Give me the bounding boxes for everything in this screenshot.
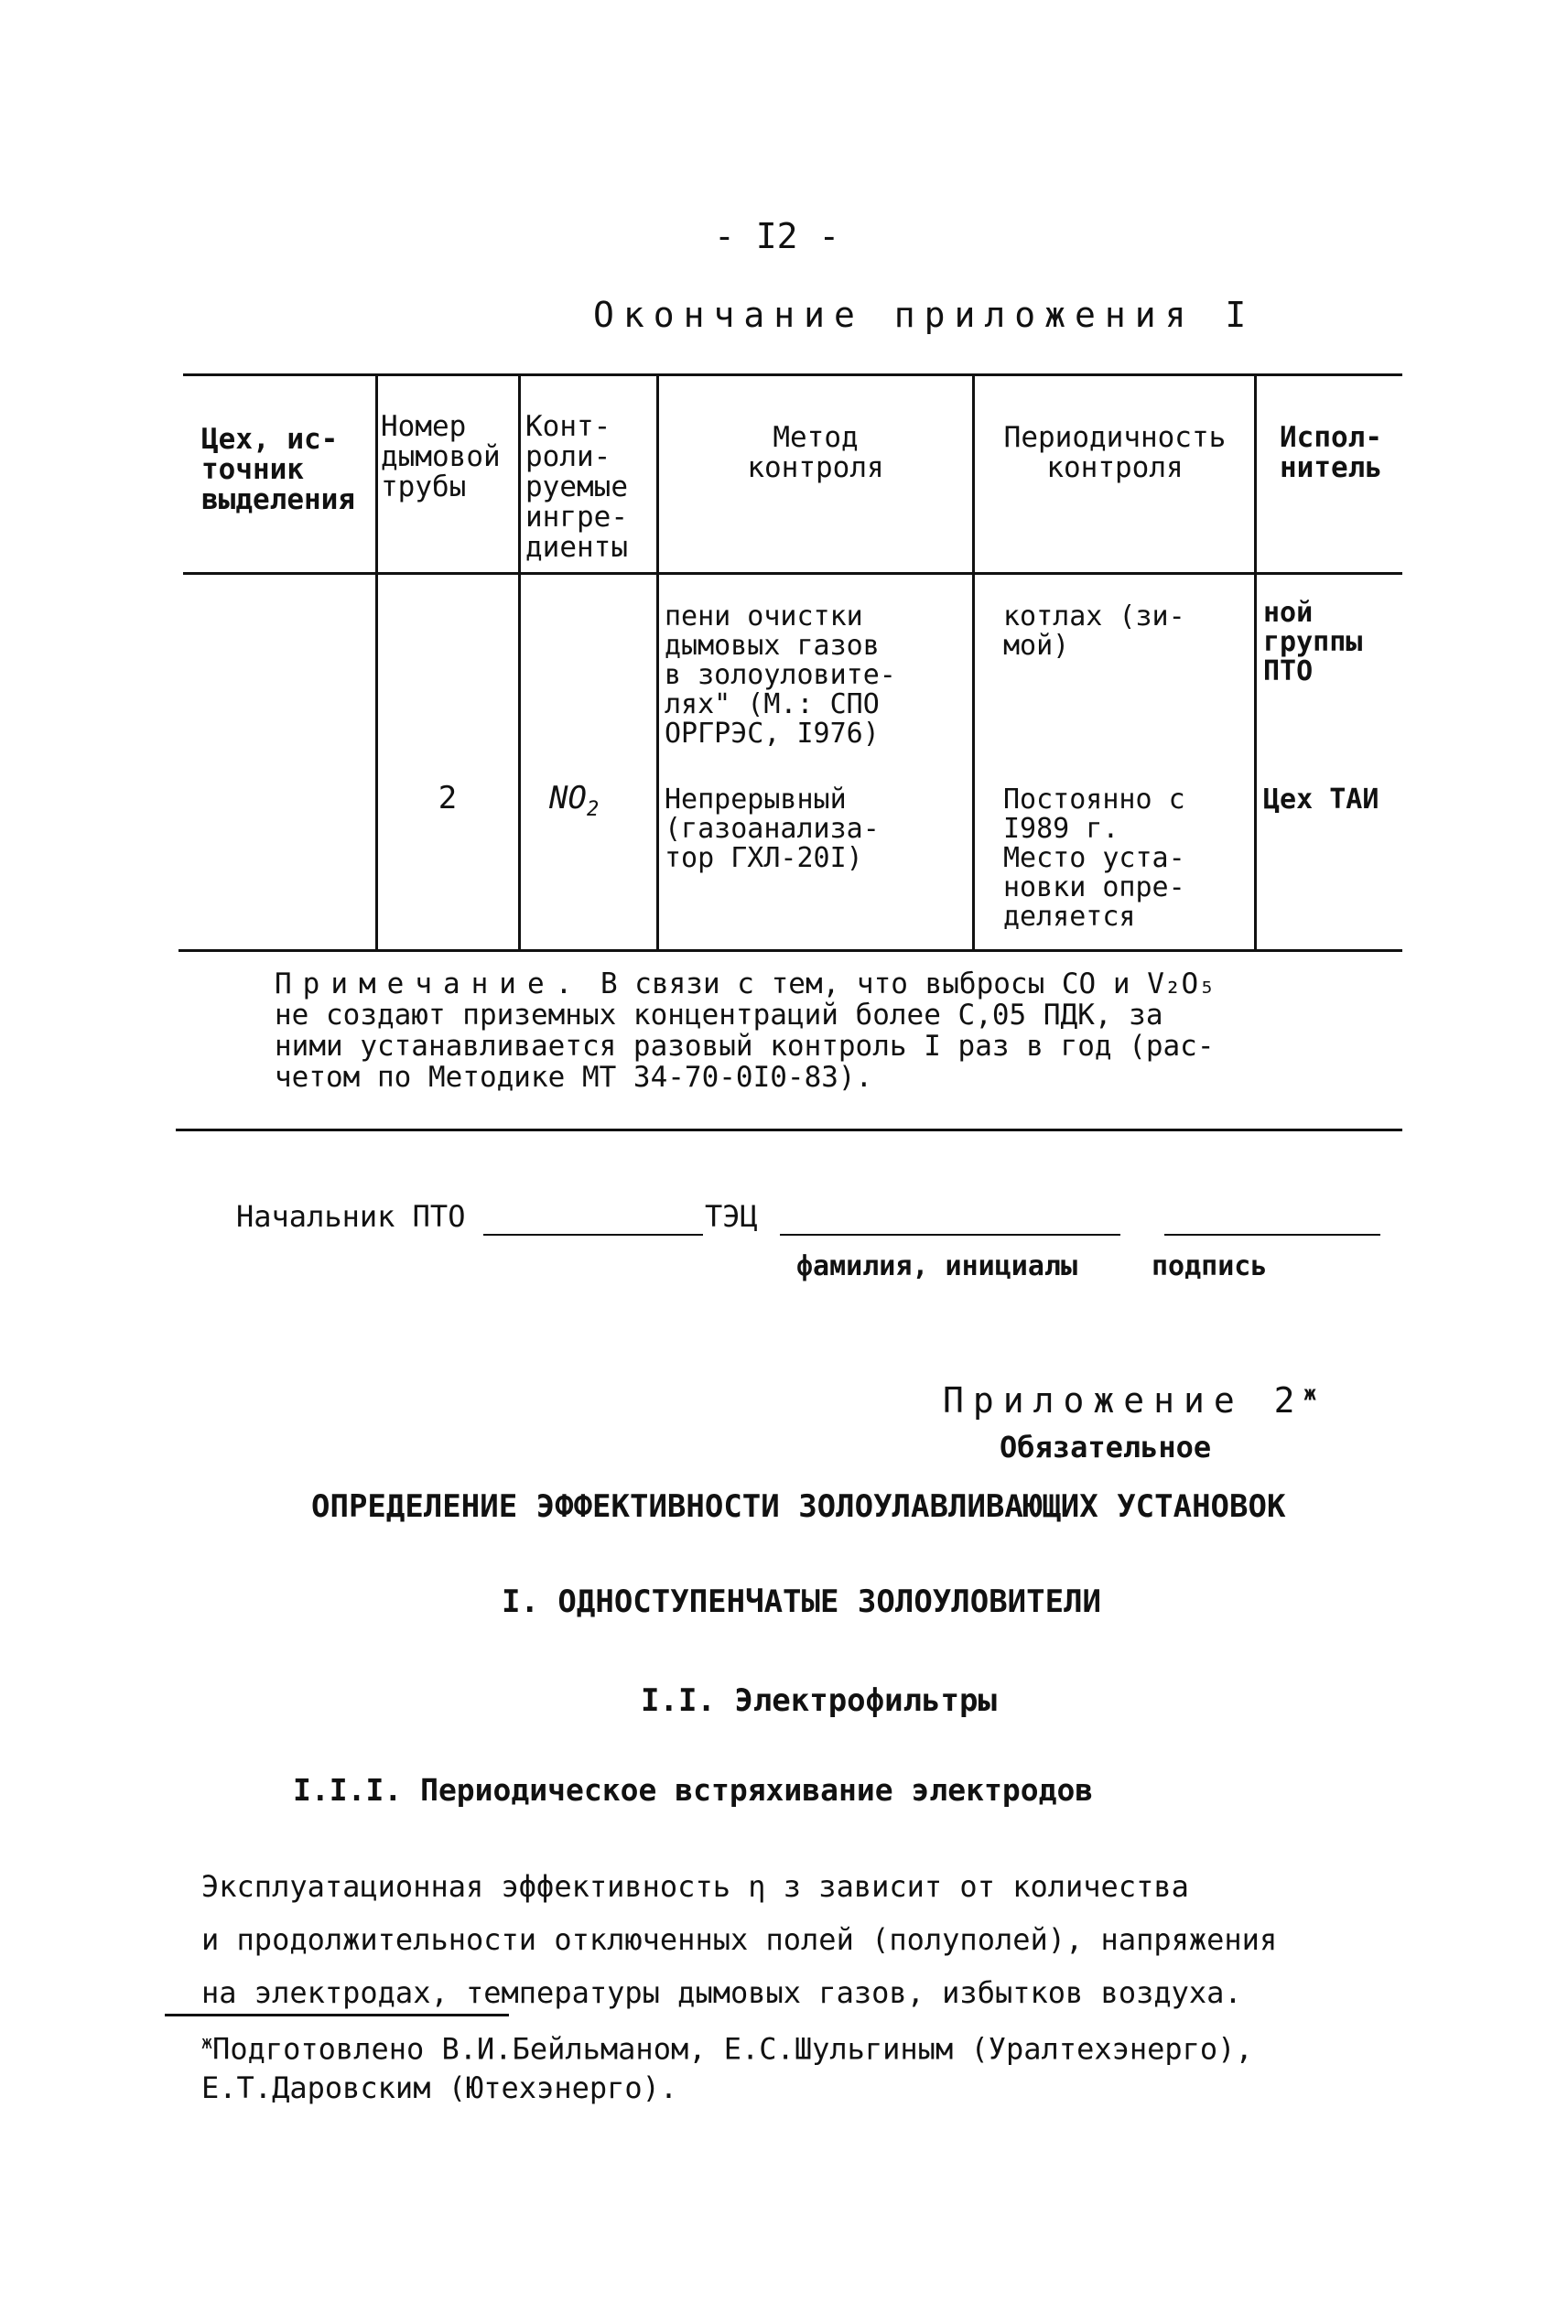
subsubsection-heading: I.I.I. Периодическое встряхивание электродов [293, 1772, 1094, 1808]
ingredient-formula: NO [549, 780, 587, 816]
appendix2-title [943, 1380, 1316, 1421]
header-periodicity: Периодичность контроля [1003, 421, 1227, 484]
table-top-rule [183, 373, 1402, 376]
tec-label: ТЭЦ [705, 1199, 758, 1234]
appendix2-footnote-mark: ж [1303, 1382, 1316, 1406]
col-divider-5 [1254, 375, 1257, 950]
col-divider-4 [972, 375, 975, 950]
header-executor: Испол- нитель [1280, 421, 1382, 484]
name-line [780, 1234, 1120, 1236]
name-caption: фамилия, инициалы [796, 1250, 1078, 1282]
table-note [275, 968, 1400, 1093]
table-header-rule [183, 572, 1402, 575]
section-heading: I. ОДНОСТУПЕНЧАТЫЕ ЗОЛОУЛОВИТЕЛИ [502, 1584, 1102, 1620]
note-bottom-rule [176, 1129, 1402, 1131]
header-shop-source: Цех, ис- точник выделения [201, 423, 355, 516]
row1-method: пени очистки дымовых газов в золоуловите- лях" (М.: СПО ОРГРЭС, I976) [665, 600, 896, 750]
row1-executor: ной группы ПТО [1263, 597, 1363, 687]
page-number: - I2 - [714, 216, 840, 256]
appendix2-status: Обязательное [1000, 1430, 1212, 1465]
footnote-rule [165, 2014, 509, 2016]
sign-line [1164, 1234, 1380, 1236]
col-divider-2 [518, 375, 521, 950]
sign-caption: подпись [1152, 1250, 1268, 1282]
header-method: Метод контроля [747, 421, 884, 484]
ingredient-subscript: 2 [586, 797, 600, 821]
subsection-heading: I.I. Электрофильтры [641, 1682, 997, 1719]
col-divider-1 [375, 375, 378, 950]
footnote-text: Подготовлено В.И.Бейльманом, Е.С.Шульгиным (Уралтехэнерго), Е.Т.Даровским (Ютехэнерго). [201, 2031, 1253, 2105]
appendix2-title-text: Приложение 2 [943, 1380, 1304, 1421]
appendix-end-caption: Окончание приложения I [593, 295, 1256, 335]
row2-ingredient [549, 780, 655, 825]
row2-executor: Цех ТАИ [1263, 784, 1379, 816]
row2-periodicity: Постоянно с I989 г. Место уста- новки опре- деляется [1003, 784, 1185, 933]
row1-periodicity: котлах (зи- мой) [1003, 600, 1185, 662]
footnote [201, 2023, 1419, 2107]
table-bottom-rule [178, 949, 1402, 952]
chief-pto-line [483, 1234, 703, 1236]
row2-method: Непрерывный (газоанализа- тор ГХЛ-20I) [665, 784, 880, 874]
header-pipe-number: Номер дымовой трубы [381, 410, 501, 503]
row2-pipe-number: 2 [438, 780, 458, 816]
appendix2-heading: ОПРЕДЕЛЕНИЕ ЭФФЕКТИВНОСТИ ЗОЛОУЛАВЛИВАЮЩИХ УСТАНОВОК [311, 1488, 1286, 1525]
note-text: В связи с тем, что выбросы СО и V₂O₅ не создают приземных концентраций более С,05 ПДК, за ними устанавливается разовый контроль I раз в год (рас- четом по Методике МТ 34-70-0I0-83). [275, 967, 1216, 1094]
note-label: Примечание. [275, 967, 584, 1000]
chief-pto-label: Начальник ПТО [236, 1199, 466, 1234]
footnote-mark: ж [201, 2031, 213, 2053]
body-paragraph: Эксплуатационная эффективность η з зависит от количества и продолжительности отключенных полей (полуполей), напряжения на электродах, температуры дымовых газов, избытков воздуха. [201, 1869, 1278, 2010]
header-ingredients: Конт- роли- руемые ингре- диенты [525, 410, 628, 564]
